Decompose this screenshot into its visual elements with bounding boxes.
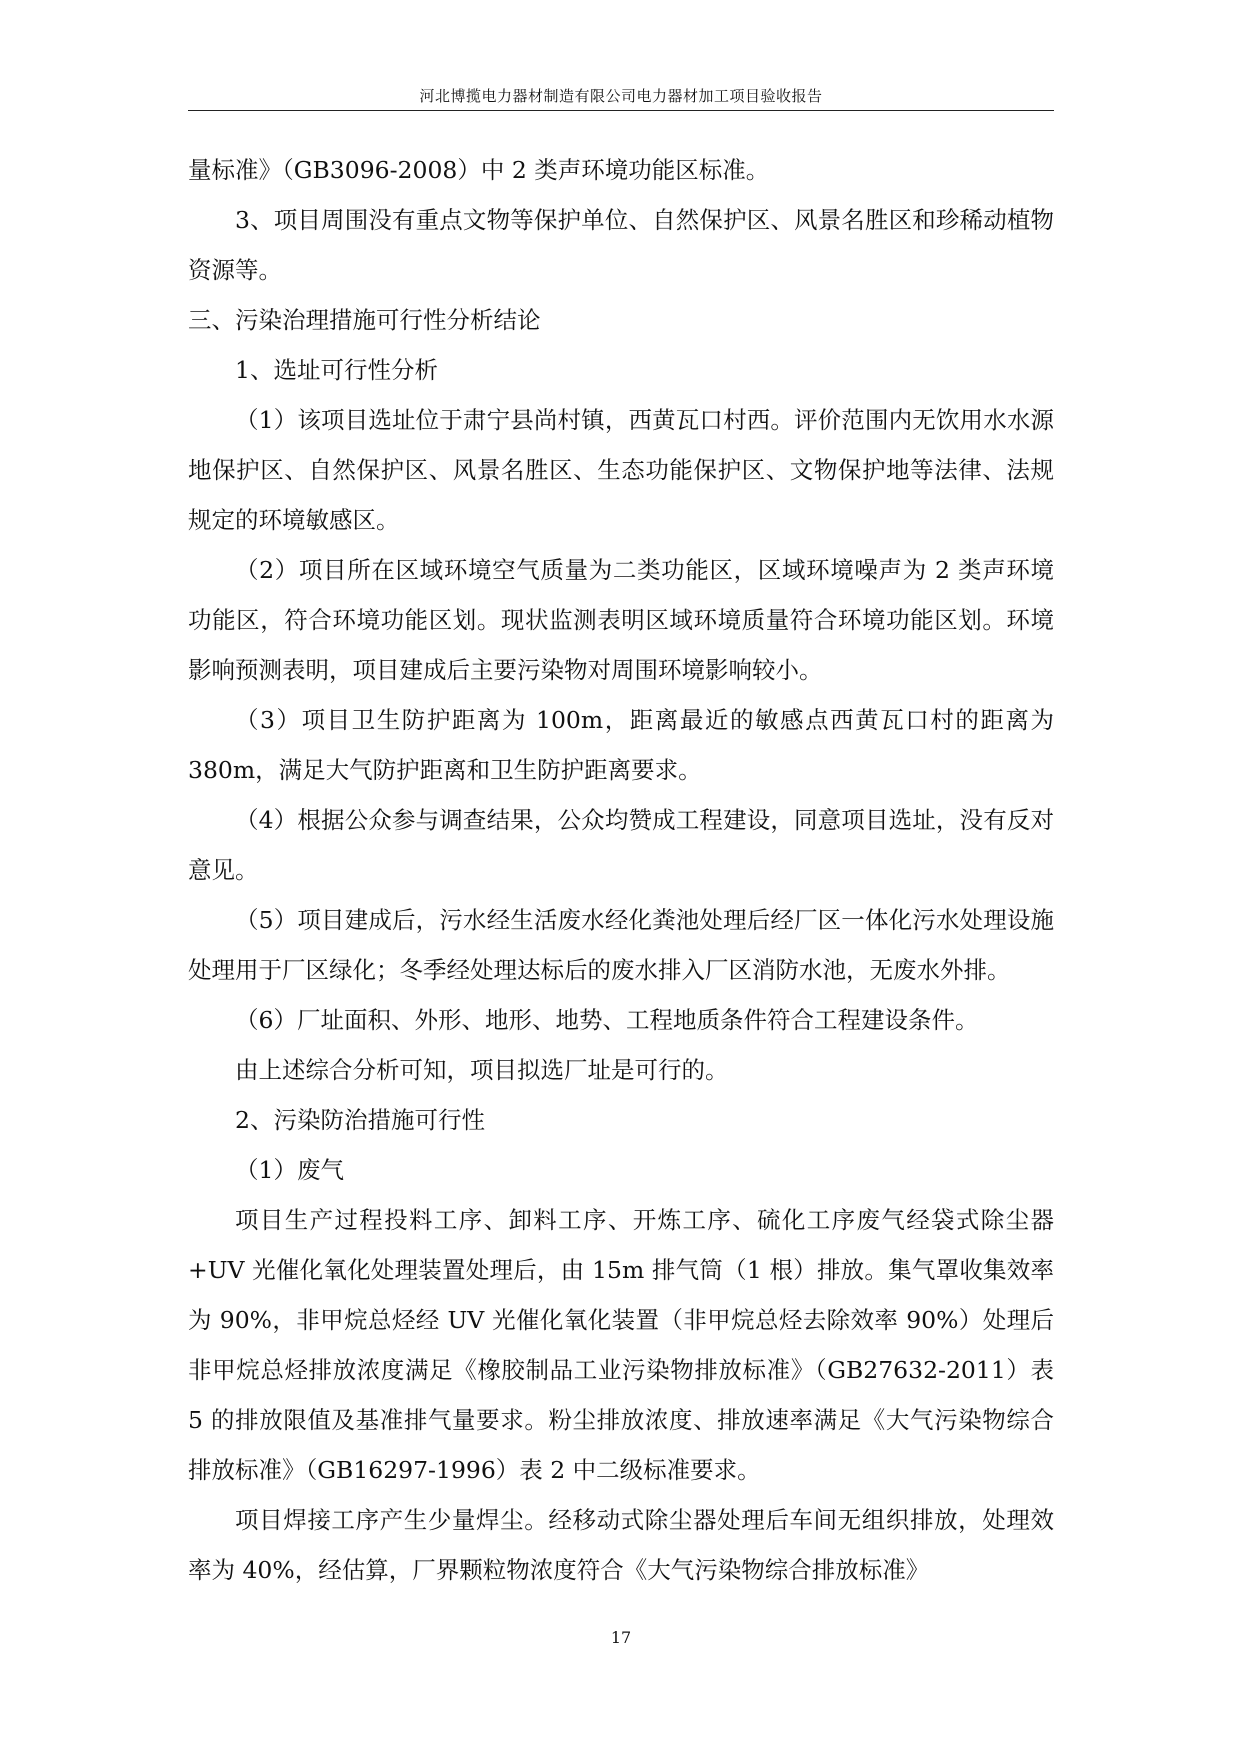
paragraph: 由上述综合分析可知，项目拟选厂址是可行的。 [235, 1056, 729, 1084]
running-header: 河北博揽电力器材制造有限公司电力器材加工项目验收报告 [419, 87, 823, 105]
paragraph: （4）根据公众参与调查结果，公众均赞成工程建设，同意项目选址，没有反对意见。 [188, 806, 1054, 884]
document-body [188, 145, 1054, 1595]
paragraph: （6）厂址面积、外形、地形、地势、工程地质条件符合工程建设条件。 [235, 1006, 979, 1034]
page-number: 17 [610, 1628, 632, 1647]
paragraph: （1）废气 [235, 1156, 344, 1184]
paragraph: 项目焊接工序产生少量焊尘。经移动式除尘器处理后车间无组织排放，处理效率为 40%，经估算，厂界颗粒物浓度符合《大气污染物综合排放标准》 [188, 1506, 1054, 1584]
paragraph: 2、污染防治措施可行性 [235, 1106, 485, 1134]
paragraph: 1、选址可行性分析 [235, 356, 438, 384]
header-rule [188, 110, 1054, 111]
paragraph: 项目生产过程投料工序、卸料工序、开炼工序、硫化工序废气经袋式除尘器+UV 光催化氧化处理装置处理后，由 15m 排气筒（1 根）排放。集气罩收集效率为 90%，非甲烷总烃经 UV 光催化氧化装置（非甲烷总烃去除效率 90%）处理后非甲烷总烃排放浓度满足《橡胶制品工业污染物排放标准》（GB27632-2011）表 5 的排放限值及基准排气量要求。粉尘排放浓度、排放速率满足《大气污染物综合排放标准》（GB16297-1996）表 2 中二级标准要求。 [188, 1206, 1054, 1484]
paragraph: （2）项目所在区域环境空气质量为二类功能区，区域环境噪声为 2 类声环境功能区，符合环境功能区划。现状监测表明区域环境质量符合环境功能区划。环境影响预测表明，项目建成后主要污染物对周围环境影响较小。 [188, 556, 1054, 684]
paragraph: 3、项目周围没有重点文物等保护单位、自然保护区、风景名胜区和珍稀动植物资源等。 [188, 206, 1054, 284]
paragraph: 量标准》（GB3096-2008）中 2 类声环境功能区标准。 [188, 156, 770, 184]
paragraph: （5）项目建成后，污水经生活废水经化粪池处理后经厂区一体化污水处理设施处理用于厂区绿化；冬季经处理达标后的废水排入厂区消防水池，无废水外排。 [188, 906, 1054, 984]
paragraph: （1）该项目选址位于肃宁县尚村镇，西黄瓦口村西。评价范围内无饮用水水源地保护区、自然保护区、风景名胜区、生态功能保护区、文物保护地等法律、法规规定的环境敏感区。 [188, 406, 1054, 534]
paragraph: （3）项目卫生防护距离为 100m，距离最近的敏感点西黄瓦口村的距离为 380m，满足大气防护距离和卫生防护距离要求。 [188, 706, 1054, 784]
paragraph: 三、污染治理措施可行性分析结论 [188, 306, 541, 334]
